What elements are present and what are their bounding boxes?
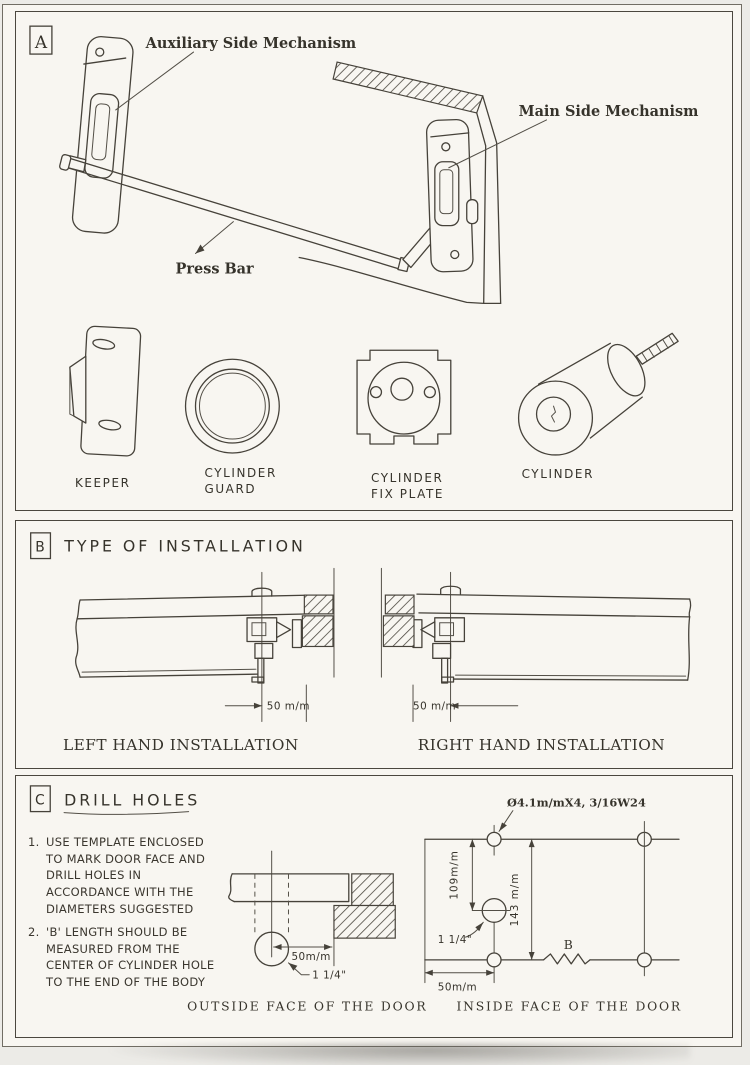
part-label-fix-plate-1: CYLINDER (371, 470, 444, 485)
main-mechanism-label: Main Side Mechanism (518, 102, 699, 120)
b-length-label: B (563, 938, 573, 953)
panel-c-drill-holes (15, 775, 733, 1038)
auxiliary-mechanism-label: Auxiliary Side Mechanism (145, 35, 357, 53)
main-mechanism-drawing (426, 119, 477, 272)
auxiliary-mechanism-drawing (71, 35, 134, 234)
right-installation-diagram (381, 568, 690, 721)
section-tag-c (30, 786, 50, 812)
dimension-label-50mm: 50 m/m (266, 700, 310, 713)
section-letter: C (35, 792, 46, 809)
dimension-label-143mm: 143 m/m (508, 872, 521, 927)
right-hand-installation-caption: RIGHT HAND INSTALLATION (417, 736, 666, 755)
callout-auxiliary (116, 35, 356, 110)
cylinder-guard-drawing (186, 359, 280, 453)
cylinder-hole-size-label: 1 1/4" (437, 934, 473, 947)
left-installation-diagram (76, 568, 334, 721)
section-letter: A (34, 32, 48, 53)
left-hand-installation-caption: LEFT HAND INSTALLATION (62, 736, 299, 755)
panel-a-parts-overview (15, 11, 733, 511)
keeper-drawing (70, 326, 141, 456)
instruction-number: 2. (28, 925, 40, 939)
instruction-number: 1. (28, 835, 40, 849)
part-label-cylinder: CYLINDER (521, 466, 594, 481)
dimension-label-109mm: 109m/m (448, 850, 461, 900)
scan-shadow (110, 1044, 690, 1065)
dimension-label-50mm: 50m/m (291, 950, 331, 963)
panel-b-title: TYPE OF INSTALLATION (64, 536, 306, 556)
instruction-item-1 (28, 834, 224, 917)
section-tag-b (31, 533, 51, 559)
press-bar-label: Press Bar (175, 260, 254, 278)
part-label-fix-plate-2: FIX PLATE (371, 486, 445, 501)
title-underline (64, 812, 189, 815)
panel-c-title: DRILL HOLES (64, 790, 201, 810)
inside-face-caption: INSIDE FACE OF THE DOOR (456, 999, 683, 1014)
cylinder-fix-plate-drawing (357, 350, 451, 444)
inside-face-diagram (425, 796, 679, 994)
panel-a-drawing (16, 12, 731, 509)
panel-b-drawing (16, 521, 731, 767)
part-label-cylinder-guard-1: CYLINDER (204, 465, 277, 480)
instruction-item-2 (28, 924, 224, 991)
callout-main (449, 103, 699, 168)
outside-face-caption: OUTSIDE FACE OF THE DOOR (187, 999, 428, 1014)
cylinder-drawing (519, 333, 679, 455)
callout-press-bar (176, 222, 254, 278)
section-tag-a (30, 26, 52, 54)
cylinder-hole-size-label: 1 1/4" (312, 969, 347, 982)
outside-face-diagram (229, 851, 396, 982)
instruction-text: USE TEMPLATE ENCLOSED TO MARK DOOR FACE AND DRILL HOLES IN ACCORDANCE WITH THE DIAMETERS SUGGESTED (46, 835, 206, 916)
part-label-cylinder-guard-2: GUARD (204, 481, 257, 496)
dimension-label-50mm: 50m/m (437, 981, 478, 994)
dimension-label-50mm: 50 m/m (413, 700, 457, 713)
drill-diameter-note: Ø4.1m/mX4, 3/16W24 (506, 795, 646, 810)
instruction-text: 'B' LENGTH SHOULD BE MEASURED FROM THE CENTER OF CYLINDER HOLE TO THE END OF THE BODY (46, 925, 215, 990)
section-letter: B (35, 539, 46, 556)
part-label-keeper: KEEPER (74, 475, 131, 490)
panel-b-type-of-installation (15, 520, 733, 769)
